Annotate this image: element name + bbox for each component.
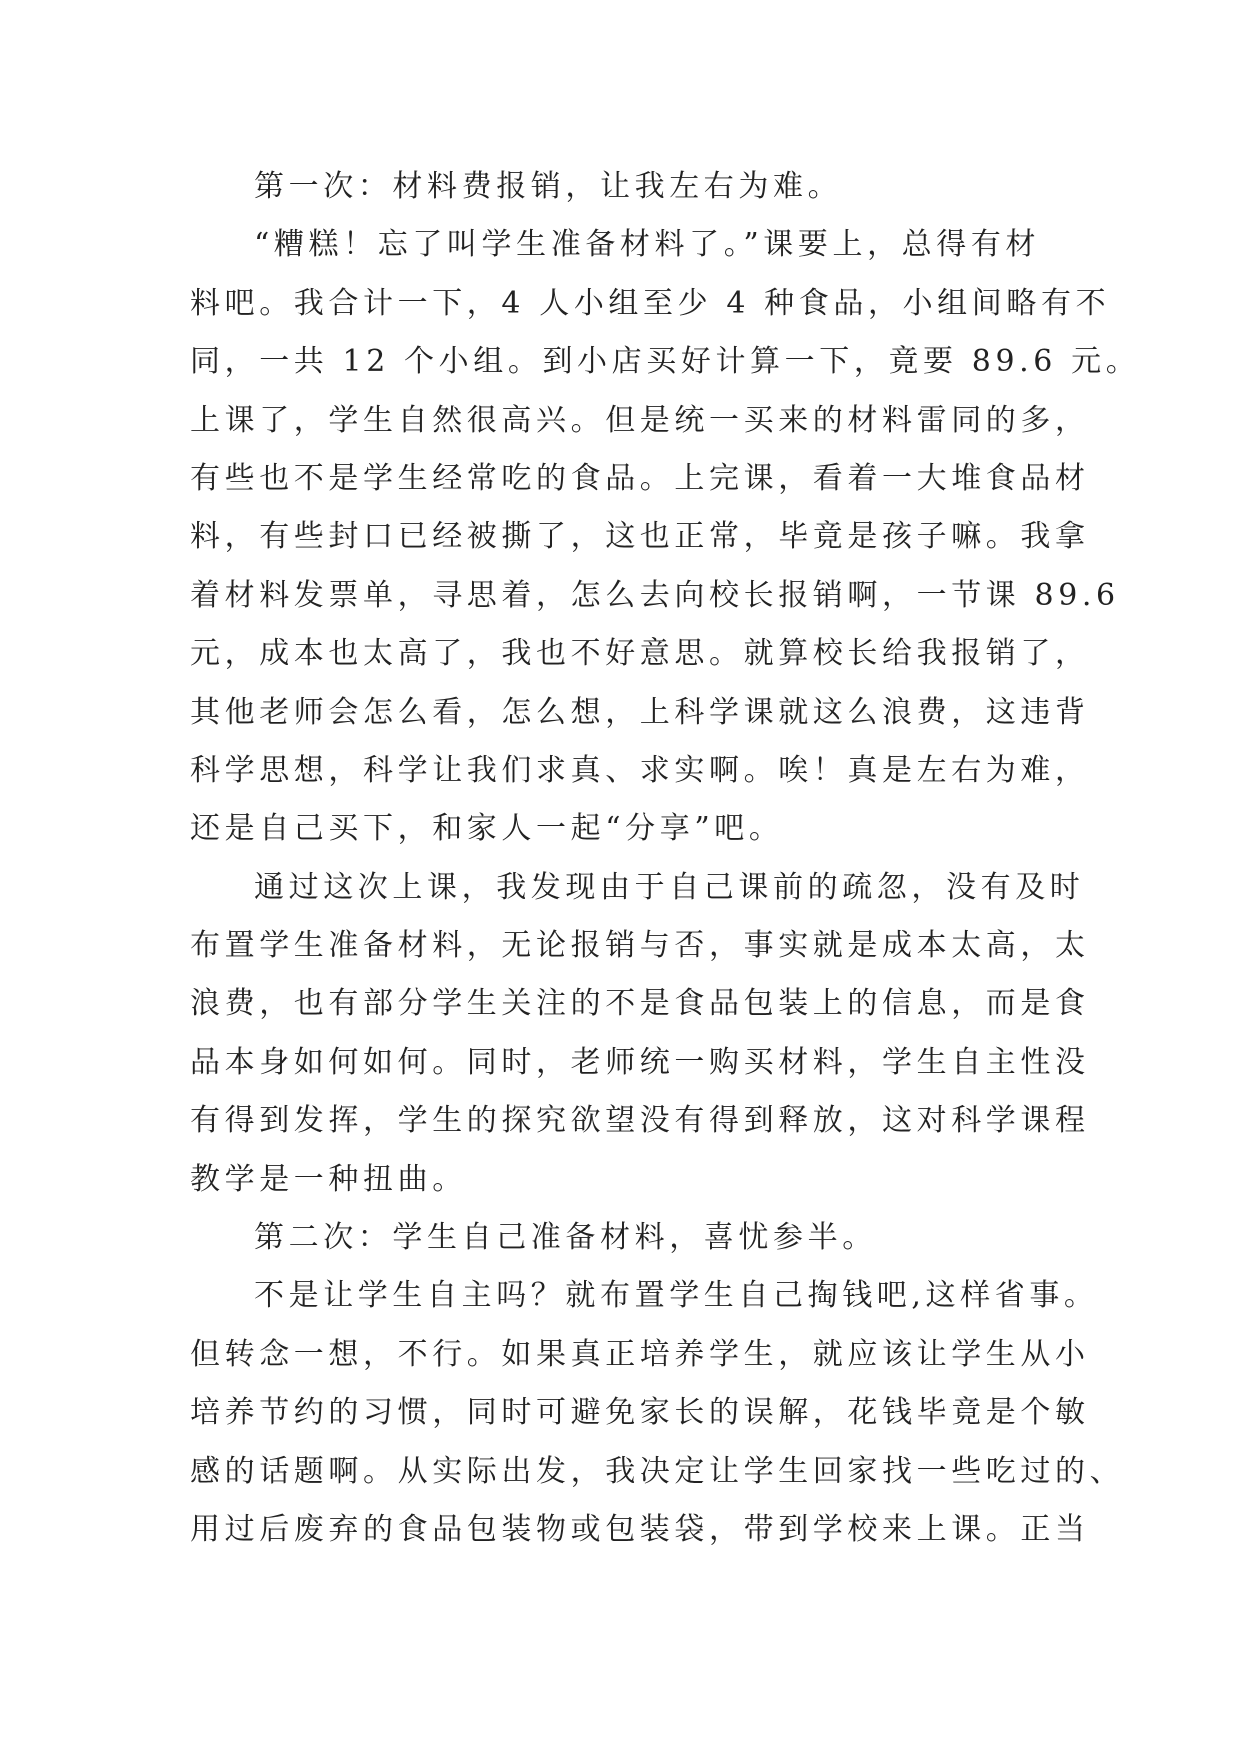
text-line: 还是自己买下，和家人一起“分享”吧。 (190, 811, 784, 847)
text-line: 同，一共 12 个小组。到小店买好计算一下，竟要 89.6 元。 (190, 344, 1141, 380)
text-line: 有得到发挥，学生的探究欲望没有得到释放，这对科学课程 (190, 1103, 1090, 1139)
text-line: 上课了，学生自然很高兴。但是统一买来的材料雷同的多， (190, 402, 1090, 438)
text-line: 教学是一种扭曲。 (190, 1161, 467, 1197)
text-line: 通过这次上课，我发现由于自己课前的疏忽，没有及时 (254, 869, 1085, 905)
document-body (190, 158, 1141, 1559)
text-line: 其他老师会怎么看，怎么想，上科学课就这么浪费，这违背 (190, 694, 1090, 730)
text-line: 科学思想，科学让我们求真、求实啊。唉！真是左右为难， (190, 752, 1090, 788)
text-line: 但转念一想，不行。如果真正培养学生，就应该让学生从小 (190, 1336, 1090, 1372)
text-line: 料吧。我合计一下，4 人小组至少 4 种食品，小组间略有不 (190, 285, 1111, 321)
text-line: 品本身如何如何。同时，老师统一购买材料，学生自主性没 (190, 1044, 1090, 1080)
text-line: 用过后废弃的食品包装物或包装袋，带到学校来上课。正当 (190, 1511, 1090, 1547)
text-line: 有些也不是学生经常吃的食品。上完课，看着一大堆食品材 (190, 460, 1090, 496)
text-line: 着材料发票单，寻思着，怎么去向校长报销啊，一节课 89.6 (190, 577, 1120, 613)
text-line: 元，成本也太高了，我也不好意思。就算校长给我报销了， (190, 636, 1090, 672)
text-line: “糟糕！忘了叫学生准备材料了。”课要上，总得有材 (254, 227, 1041, 263)
text-line: 培养节约的习惯，同时可避免家长的误解，花钱毕竟是个敏 (190, 1395, 1090, 1431)
text-line: 浪费，也有部分学生关注的不是食品包装上的信息，而是食 (190, 986, 1090, 1022)
text-line: 第一次：材料费报销，让我左右为难。 (254, 169, 843, 204)
text-line: 不是让学生自主吗？就布置学生自己掏钱吧,这样省事。 (254, 1278, 1099, 1314)
text-line: 感的话题啊。从实际出发，我决定让学生回家找一些吃过的、 (190, 1453, 1125, 1489)
text-line: 料，有些封口已经被撕了，这也正常，毕竟是孩子嘛。我拿 (190, 519, 1090, 555)
text-line: 布置学生准备材料，无论报销与否，事实就是成本太高，太 (190, 928, 1090, 964)
text-line: 第二次：学生自己准备材料，喜忧参半。 (254, 1220, 877, 1256)
